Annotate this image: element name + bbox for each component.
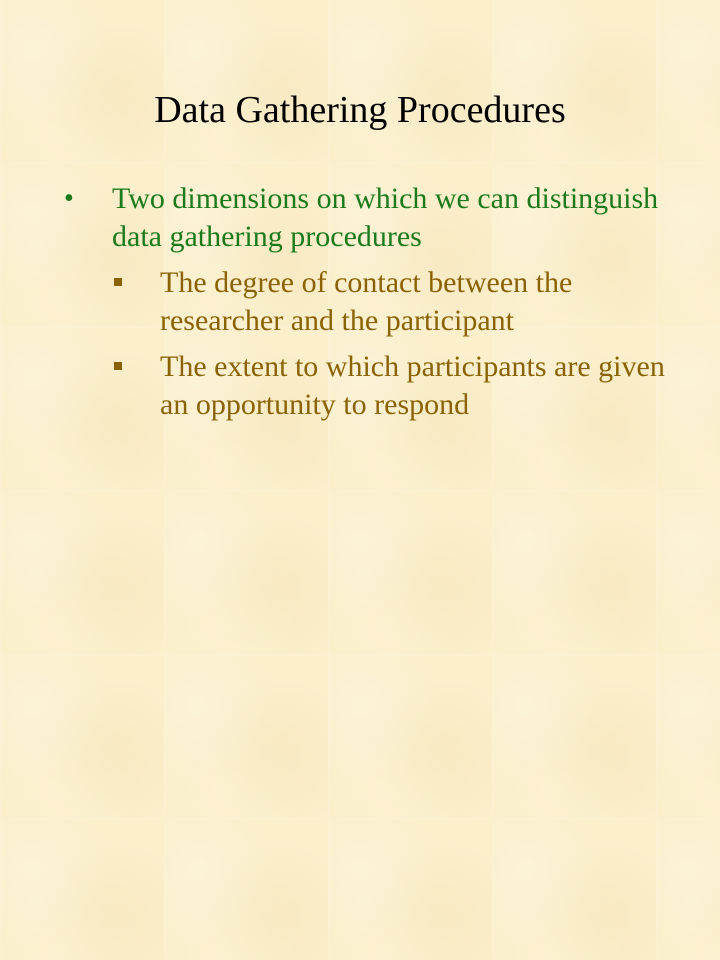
bullet-list (62, 180, 672, 432)
list-item (62, 180, 672, 256)
list-item (112, 348, 672, 424)
list-item (112, 264, 672, 340)
round-bullet-icon: • (64, 183, 74, 214)
square-bullet-icon (114, 362, 122, 370)
slide-title: Data Gathering Procedures (154, 89, 566, 131)
sub-bullet-text: The degree of contact between the researcher and the participant (160, 266, 573, 337)
bullet-text: Two dimensions on which we can distinguish data gathering procedures (112, 182, 659, 253)
square-bullet-icon (114, 278, 122, 286)
sub-bullet-list (62, 264, 672, 424)
sub-bullet-text: The extent to which participants are given an opportunity to respond (160, 350, 665, 421)
